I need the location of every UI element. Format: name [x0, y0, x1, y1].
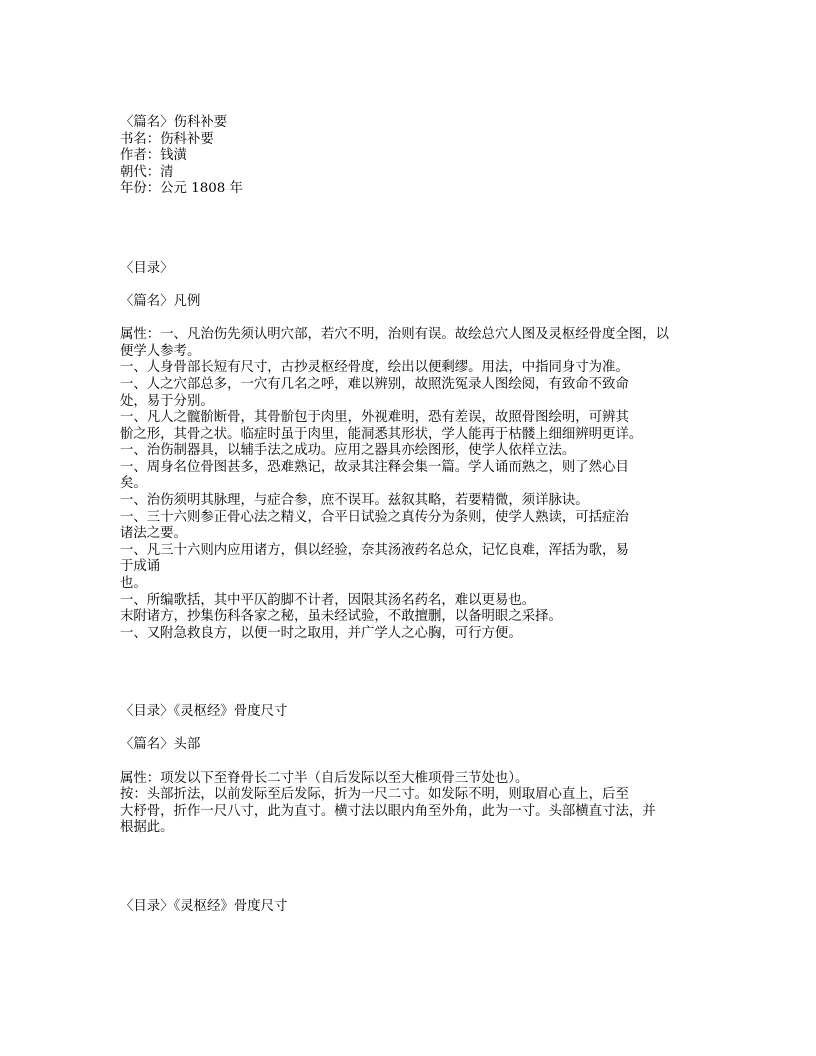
toubu-line: 根据此。 [120, 820, 174, 836]
fanli-line: 一、治伤须明其脉理，与症合参，庶不误耳。兹叙其略，若要精微，须详脉诀。 [120, 493, 589, 509]
toc-lingshu-label: 〈目录〉《灵枢经》骨度尺寸 [120, 898, 288, 914]
fanli-line: 一、凡人之髋骱断骨，其骨骱包于肉里，外视难明，恐有差误，故照骨图绘明，可辨其 [120, 410, 629, 426]
section-fanli-body [120, 327, 700, 642]
section-toubu-body [120, 771, 700, 837]
toubu-line: 按：头部折法，以前发际至后发际，折为一尺二寸。如发际不明，则取眉心直上，后至 [120, 787, 629, 803]
fanli-line: 一、又附急救良方，以便一时之取用，并广学人之心胸，可行方便。 [120, 625, 522, 641]
fanli-line: 一、凡三十六则内应用诸方，俱以经验，奈其汤液药名总众，记忆良难，浑括为歌，易 [120, 542, 629, 558]
fanli-line: 一、所编歌括，其中平仄韵脚不计者，因限其汤名药名，难以更易也。 [120, 592, 536, 608]
toubu-line: 属性：项发以下至脊骨长二寸半（自后发际以至大椎项骨三节处也）。 [120, 770, 529, 786]
fanli-line: 属性：一、凡治伤先须认明穴部，若穴不明，治则有误。故绘总穴人图及灵枢经骨度全图，以 [120, 327, 670, 343]
fanli-line: 一、治伤制器具，以辅手法之成功。应用之器具亦绘图形，使学人依样立法。 [120, 443, 576, 459]
toubu-line: 大杼骨，折作一尺八寸，此为直寸。横寸法以眼内角至外角，此为一寸。头部横直寸法，并 [120, 803, 656, 819]
fanli-line: 一、人之穴部总多，一穴有几名之呼，难以辨别，故照洗冤录人图绘阅，有致命不致命 [120, 376, 629, 392]
section-toubu-title: 〈篇名〉头部 [120, 737, 201, 753]
fanli-line: 骱之形，其骨之状。临症时虽于肉里，能洞悉其形状，学人能再于枯髅上细细辨明更详。 [120, 426, 643, 442]
header-dynasty: 朝代：清 [120, 164, 174, 180]
header-book-name: 书名：伤科补要 [120, 131, 214, 147]
header-year: 年份：公元 1808 年 [120, 181, 243, 197]
fanli-line: 于成诵 [120, 559, 161, 575]
section-fanli-title: 〈篇名〉凡例 [120, 293, 201, 309]
fanli-line: 一、三十六则参正骨心法之精义，合平日试验之真传分为条则，使学人熟读，可括症治 [120, 509, 629, 525]
toc-lingshu-label: 〈目录〉《灵枢经》骨度尺寸 [120, 704, 288, 720]
fanli-line: 末附诸方，抄集伤科各家之秘，虽未经试验，不敢擅删，以备明眼之采择。 [120, 609, 562, 625]
fanli-line: 也。 [120, 576, 147, 592]
fanli-line: 一、周身名位骨图甚多，恐难熟记，故录其注释会集一篇。学人诵而熟之，则了然心目 [120, 459, 629, 475]
spacer [120, 198, 700, 248]
fanli-line: 便学人参考。 [120, 343, 201, 359]
header-author: 作者：钱潢 [120, 148, 187, 164]
document-page [120, 115, 700, 915]
fanli-line: 诸法之要。 [120, 526, 187, 542]
header-pian-ming: 〈篇名〉伤科补要 [120, 115, 228, 130]
fanli-line: 矣。 [120, 476, 147, 492]
fanli-line: 处，易于分别。 [120, 393, 214, 409]
toc-label: 〈目录〉 [120, 260, 174, 276]
fanli-line: 一、人身骨部长短有尺寸，古抄灵枢经骨度，绘出以便剩缪。用法，中指同身寸为准。 [120, 360, 629, 376]
